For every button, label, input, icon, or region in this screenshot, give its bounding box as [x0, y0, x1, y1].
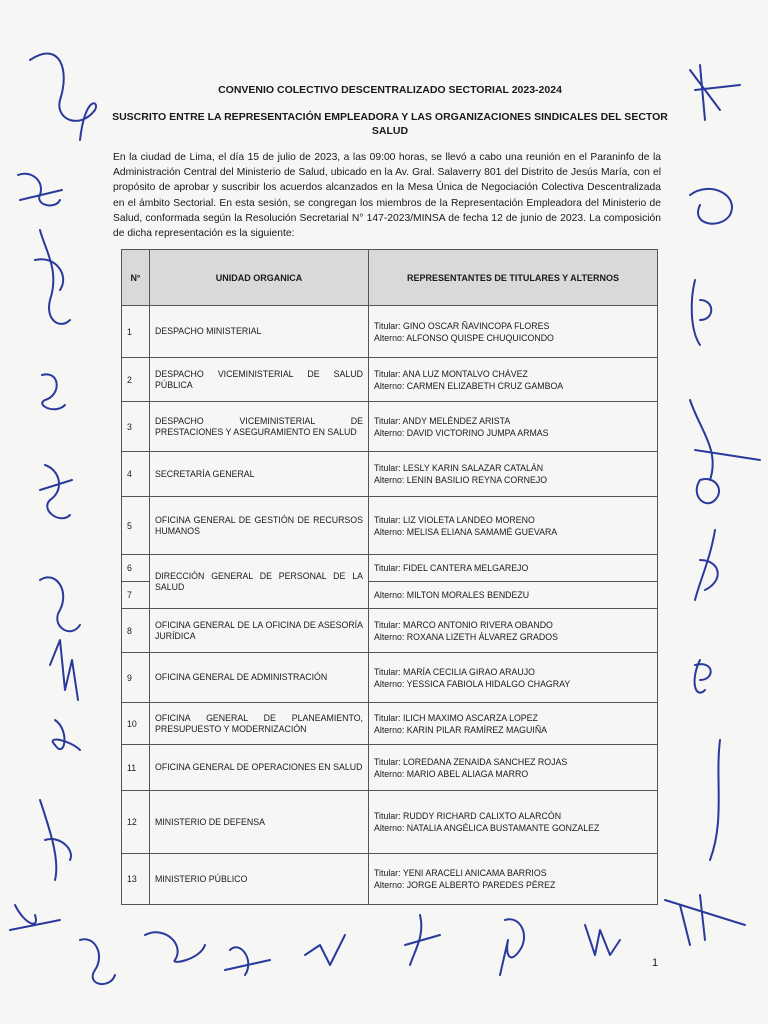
intro-paragraph: En la ciudad de Lima, el día 15 de julio de 2023, a las 09:00 horas, se llevó a cabo una reunión en el Paraninfo de la Administración Central del Ministerio de Salud, ubicado en la Av. Gral. Salaverry 801 del Distrito de Jesús María, con el propósito de aprobar y suscribir los acuerdos alcanzados en la Mesa Única de Negociación Colectiva Descentralizada en el ámbito Sectorial. En esta sesión, se congregan los miembros de la Representación Empleadora del Ministerio de Salud, conformada según la Resolución Secretarial N° 147-2023/MINSA de fecha 12 de junio de 2023. La composición de dicha representación es la siguiente:: [113, 152, 661, 240]
row-number: 9: [122, 653, 150, 703]
signature-mark: [50, 640, 78, 700]
signature-mark: [405, 915, 440, 965]
alterno: Alterno: CARMEN ELIZABETH CRUZ GAMBOA: [374, 380, 564, 391]
signature-mark: [500, 919, 524, 975]
signature-mark: [10, 905, 60, 930]
page-number: 1: [652, 957, 659, 969]
titular: Titular: GINO OSCAR ÑAVINCOPA FLORES: [374, 320, 550, 331]
alterno: Alterno: NATALIA ANGÉLICA BUSTAMANTE GONZALEZ: [374, 823, 600, 833]
row-number: 4: [122, 452, 150, 497]
signature-mark: [42, 374, 65, 409]
signature-mark: [695, 530, 718, 600]
alterno: Alterno: LENIN BASILIO REYNA CORNEJO: [374, 475, 548, 485]
alterno: Alterno: MELISA ELIANA SAMAMÉ GUEVARA: [374, 526, 558, 537]
signature-mark: [710, 740, 720, 860]
signature-mark: [690, 400, 760, 480]
titular: Titular: LESLY KARIN SALAZAR CATALÁN: [374, 463, 544, 473]
row-unit: OFICINA GENERAL DE PLANEAMIENTO, PRESUPUESTO Y MODERNIZACIÓN: [150, 703, 369, 745]
alterno: Alterno: MARIO ABEL ALIAGA MARRO: [374, 768, 529, 779]
signature-mark: [145, 932, 205, 962]
signature-mark: [695, 660, 711, 693]
row-number: 12: [122, 791, 150, 854]
titular: Titular: RUDDY RICHARD CALIXTO ALARCÓN: [374, 811, 562, 821]
document-subtitle: SUSCRITO ENTRE LA REPRESENTACIÓN EMPLEADORA Y LAS ORGANIZACIONES SINDICALES DEL SECTOR SALUD: [112, 111, 668, 137]
row-number: 1: [122, 306, 150, 358]
row-alterno: Alterno: MILTON MORALES BENDEZU: [369, 582, 658, 609]
row-titular: Titular: FIDEL CANTERA MELGAREJO: [369, 555, 658, 582]
alterno: Alterno: ROXANA LIZETH ÁLVAREZ GRADOS: [374, 631, 558, 642]
titular: Titular: LOREDANA ZENAIDA SANCHEZ ROJAS: [374, 756, 568, 767]
alterno: Alterno: KARIN PILAR RAMÍREZ MAGUIÑA: [374, 724, 548, 735]
titular: Titular: ILICH MAXIMO ASCARZA LOPEZ: [374, 712, 538, 723]
row-unit: OFICINA GENERAL DE GESTIÓN DE RECURSOS HUMANOS: [150, 497, 369, 555]
signature-mark: [80, 939, 115, 984]
row-unit: DESPACHO VICEMINISTERIAL DE SALUD PÚBLICA: [150, 358, 369, 402]
titular: Titular: ANDY MELÉNDEZ ARISTA: [374, 415, 511, 426]
signature-mark: [690, 189, 732, 224]
row-unit: DESPACHO MINISTERIAL: [150, 306, 369, 358]
signature-mark: [18, 174, 62, 206]
signature-mark: [690, 65, 740, 120]
row-unit: DESPACHO VICEMINISTERIAL DE PRESTACIONES Y ASEGURAMIENTO EN SALUD: [150, 402, 369, 452]
titular: Titular: LIZ VIOLETA LANDEO MORENO: [374, 514, 535, 525]
row-number: 13: [122, 854, 150, 905]
row-unit: OFICINA GENERAL DE LA OFICINA DE ASESORÍA JURÍDICA: [150, 609, 369, 653]
titular: Titular: MARÍA CECILIA GIRAO ARAUJO: [374, 666, 535, 677]
signature-mark: [40, 577, 80, 631]
document-title: CONVENIO COLECTIVO DESCENTRALIZADO SECTORIAL 2023-2024: [218, 84, 562, 96]
signature-mark: [53, 720, 80, 750]
signature-mark: [40, 465, 72, 518]
row-number: 3: [122, 402, 150, 452]
row-number: 2: [122, 358, 150, 402]
header-reps: REPRESENTANTES DE TITULARES Y ALTERNOS: [369, 250, 658, 306]
signature-mark: [305, 935, 345, 965]
alterno: Alterno: YESSICA FABIOLA HIDALGO CHAGRAY: [374, 678, 571, 689]
row-unit: OFICINA GENERAL DE ADMINISTRACIÓN: [150, 653, 369, 703]
signature-mark: [40, 800, 71, 880]
titular: Titular: YENI ARACELI ANICAMA BARRIOS: [374, 868, 547, 878]
titular: Titular: MARCO ANTONIO RIVERA OBANDO: [374, 619, 553, 630]
row-number: 10: [122, 703, 150, 745]
row-unit: MINISTERIO DE DEFENSA: [150, 791, 369, 854]
alterno: Alterno: DAVID VICTORINO JUMPA ARMAS: [374, 427, 549, 438]
row-number: 7: [122, 582, 150, 609]
signature-mark: [585, 925, 620, 955]
row-unit: SECRETARÍA GENERAL: [150, 452, 369, 497]
row-number: 5: [122, 497, 150, 555]
alterno: Alterno: JORGE ALBERTO PAREDES PÉREZ: [374, 880, 556, 890]
signature-mark: [225, 947, 270, 975]
signature-mark: [35, 230, 70, 324]
header-num: N°: [122, 250, 150, 306]
row-unit: DIRECCIÓN GENERAL DE PERSONAL DE LA SALUD: [150, 555, 369, 609]
header-unit: UNIDAD ORGANICA: [150, 250, 369, 306]
titular: Titular: ANA LUZ MONTALVO CHÁVEZ: [374, 368, 528, 379]
row-unit: MINISTERIO PÚBLICO: [150, 854, 369, 905]
signature-mark: [692, 280, 712, 345]
row-number: 6: [122, 555, 150, 582]
signature-mark: [697, 479, 719, 503]
alterno: Alterno: ALFONSO QUISPE CHUQUICONDO: [374, 332, 554, 343]
row-unit: OFICINA GENERAL DE OPERACIONES EN SALUD: [150, 745, 369, 791]
signature-mark: [665, 895, 745, 945]
row-number: 8: [122, 609, 150, 653]
row-number: 11: [122, 745, 150, 791]
signature-mark: [30, 54, 96, 140]
